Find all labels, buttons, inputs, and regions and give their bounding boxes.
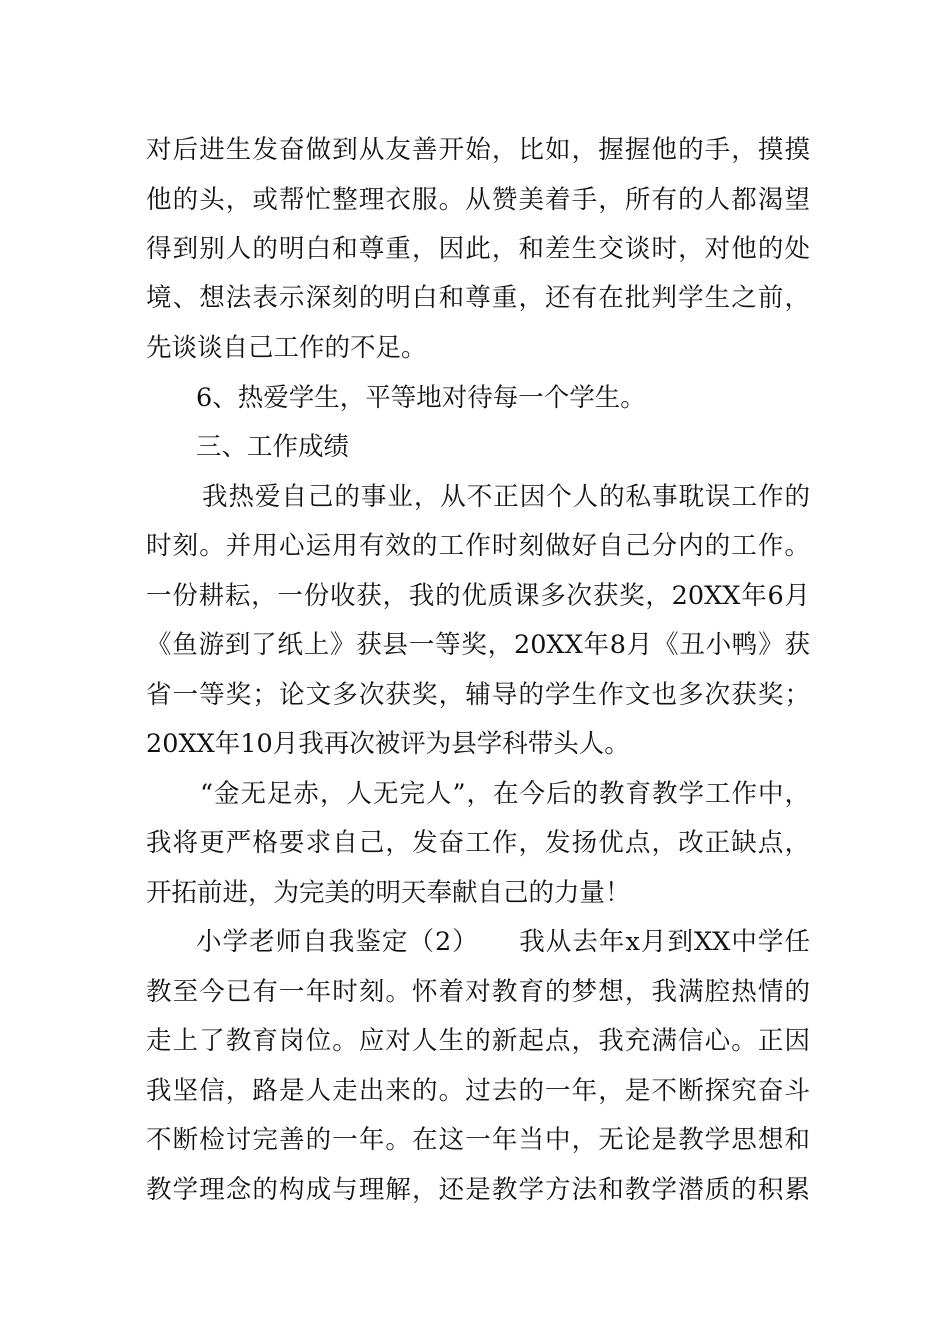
paragraph-line: 时刻。并用心运用有效的工作时刻做好自己分内的工作。 bbox=[146, 531, 810, 561]
paragraph-line: 对后进生发奋做到从友善开始，比如，握握他的手，摸摸 bbox=[146, 135, 810, 165]
paragraph-line: 省一等奖；论文多次获奖，辅导的学生作文也多次获奖； bbox=[146, 680, 810, 710]
paragraph-line: 开拓前进，为完美的明天奉献自己的力量！ bbox=[146, 878, 631, 908]
paragraph-line: 教至今已有一年时刻。怀着对教育的梦想，我满腔热情的 bbox=[146, 977, 810, 1007]
paragraph-line: 《鱼游到了纸上》获县一等奖，20XX年8月《丑小鸭》获 bbox=[146, 630, 810, 660]
paragraph-line: 不断检讨完善的一年。在这一年当中，无论是教学思想和 bbox=[146, 1125, 810, 1155]
paragraph-line: 我热爱自己的事业，从不正因个人的私事耽误工作的 bbox=[202, 482, 810, 512]
paragraph-line: 一份耕耘，一份收获，我的优质课多次获奖，20XX年6月 bbox=[146, 581, 810, 611]
paragraph-line: 得到别人的明白和尊重，因此，和差生交谈时，对他的处 bbox=[146, 234, 810, 264]
paragraph-line: 教学理念的构成与理解，还是教学方法和教学潜质的积累 bbox=[146, 1175, 810, 1205]
paragraph-line: 走上了教育岗位。应对人生的新起点，我充满信心。正因 bbox=[146, 1026, 810, 1056]
paragraph-line: 先谈谈自己工作的不足。 bbox=[146, 333, 427, 363]
paragraph-line: 境、想法表示深刻的明白和尊重，还有在批判学生之前， bbox=[146, 283, 810, 313]
paragraph-line: 他的头，或帮忙整理衣服。从赞美着手，所有的人都渴望 bbox=[146, 185, 810, 215]
section-heading: 三、工作成绩 bbox=[196, 432, 350, 462]
list-item: 6、热爱学生，平等地对待每一个学生。 bbox=[196, 383, 646, 413]
paragraph-line: 20XX年10月我再次被评为县学科带头人。 bbox=[146, 729, 630, 759]
paragraph-line: 我将更严格要求自己，发奋工作，发扬优点，改正缺点， bbox=[146, 828, 810, 858]
paragraph-line: “金无足赤，人无完人”，在今后的教育教学工作中， bbox=[200, 779, 810, 809]
paragraph-line: 小学老师自我鉴定（2） 我从去年x月到XX中学任 bbox=[196, 927, 810, 957]
paragraph-line: 我坚信，路是人走出来的。过去的一年，是不断探究奋斗 bbox=[146, 1076, 810, 1106]
